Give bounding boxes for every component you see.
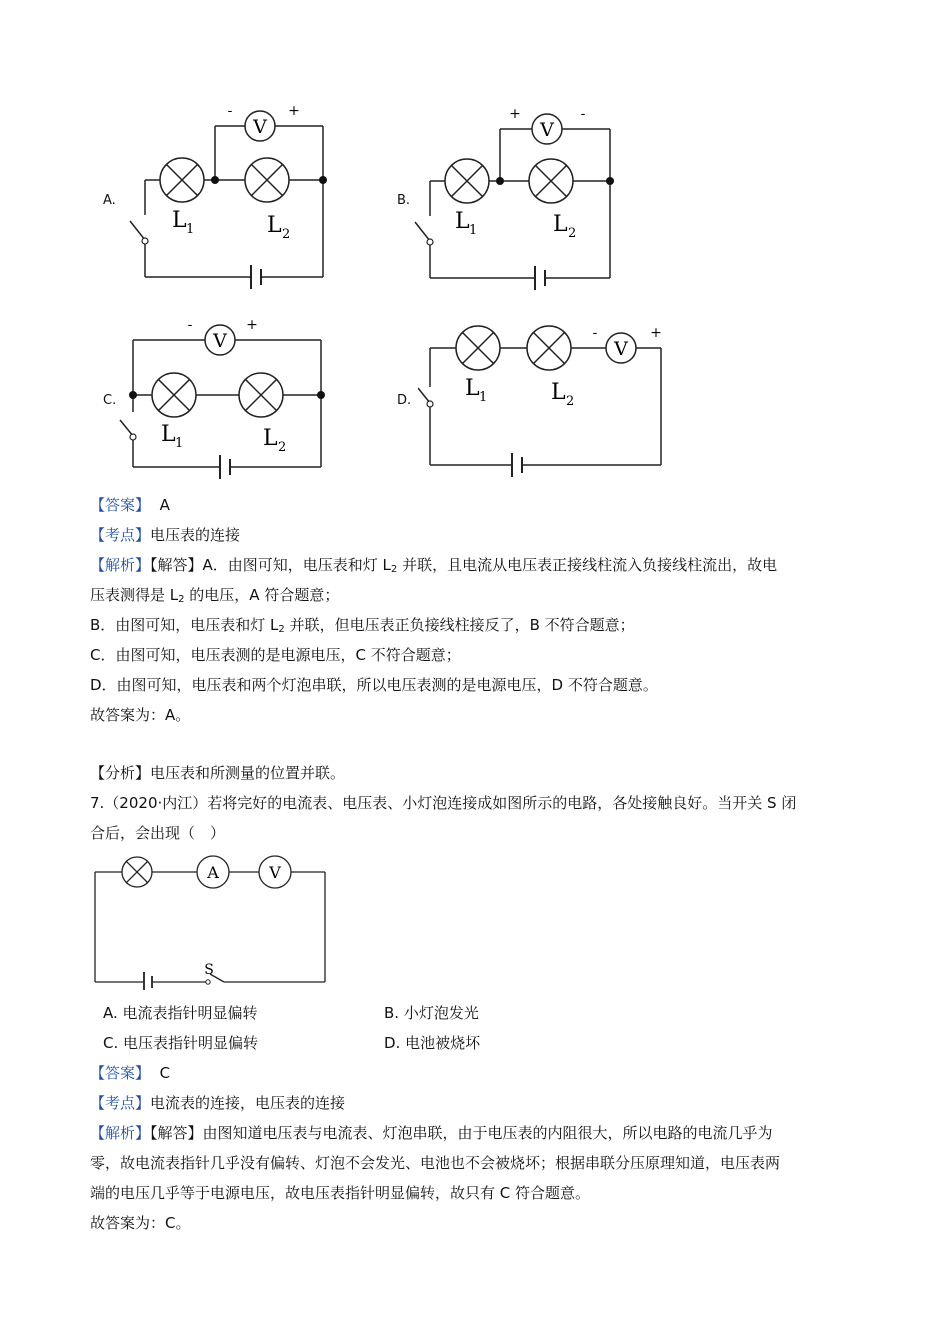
point-tag: 【考点】 xyxy=(90,1094,151,1112)
answer-tag: 【答案】 xyxy=(90,1064,151,1082)
fenxi-tag: 【分析】 xyxy=(90,764,151,782)
choice-d[interactable]: D. 电池被烧坏 xyxy=(384,1034,481,1052)
q6-analysis-line5: D．由图可知，电压表和两个灯泡串联，所以电压表测的是电源电压，D 不符合题意。 xyxy=(90,676,658,694)
answer-value: A xyxy=(159,496,170,514)
lamp2-subscript: 2 xyxy=(282,227,291,242)
negative-terminal: - xyxy=(592,325,598,341)
voltmeter-symbol: V xyxy=(213,330,227,352)
lamp1-label: L xyxy=(172,208,187,233)
point-text: 电流表的连接，电压表的连接 xyxy=(150,1094,346,1112)
lamp1-label: L xyxy=(455,209,470,234)
choice-a[interactable]: A. 电流表指针明显偏转 xyxy=(103,1004,258,1022)
q7-conclusion: 故答案为：C。 xyxy=(90,1214,191,1232)
voltmeter-symbol: V xyxy=(253,116,267,138)
q6-analysis-line3: B．由图可知，电压表和灯 $L_2$ 并联，但电压表正负接线柱接反了，B 不符合题意； xyxy=(90,616,635,635)
circuit-d-diagram xyxy=(418,315,678,480)
q7-stem-line1: 7.（2020·内江）若将完好的电流表、电压表、小灯泡连接成如图所示的电路，各处接触良好。当开关 S 闭 xyxy=(90,794,797,812)
q6-fenxi-row xyxy=(90,760,345,786)
q6-analysis-line1: 【解析】【解答】A．由图可知，电压表和灯 $L_2$ 并联，且电流从电压表正接线柱流入负接线柱流出，故电 xyxy=(90,556,778,575)
circuit-c-diagram xyxy=(115,310,335,490)
answer-tag: 【答案】 xyxy=(90,496,151,514)
voltmeter-symbol: V xyxy=(614,338,628,360)
q6-analysis-line4: C．由图可知，电压表测的是电源电压，C 不符合题意； xyxy=(90,646,461,664)
circuit-a-diagram xyxy=(120,95,340,300)
lamp1-label: L xyxy=(161,422,176,447)
q7-circuit-diagram xyxy=(92,850,332,990)
circuit-b-label: B. xyxy=(397,193,411,208)
lamp1-subscript: 1 xyxy=(186,222,195,237)
lamp2-label: L xyxy=(553,212,568,237)
q6-analysis-line2: 压表测得是 $L_2$ 的电压，A 符合题意； xyxy=(90,586,340,605)
choice-b[interactable]: B. 小灯泡发光 xyxy=(384,1004,479,1022)
q7-analysis-line3: 端的电压几乎等于电源电压，故电压表指针明显偏转，故只有 C 符合题意。 xyxy=(90,1184,591,1202)
q7-point-row xyxy=(90,1090,345,1116)
voltmeter-symbol: V xyxy=(540,119,554,141)
negative-terminal: - xyxy=(227,103,233,119)
voltmeter-symbol: V xyxy=(269,863,281,882)
lamp2-subscript: 2 xyxy=(568,226,577,241)
ammeter-symbol: A xyxy=(207,863,219,882)
circuit-a-label: A. xyxy=(103,193,116,208)
q6-conclusion: 故答案为：A。 xyxy=(90,706,191,724)
positive-terminal: + xyxy=(509,106,521,122)
switch-label: S xyxy=(204,962,214,978)
lamp1-subscript: 1 xyxy=(175,436,184,451)
q7-stem-line2: 合后，会出现（ ） xyxy=(90,824,226,842)
fenxi-text: 电压表和所测量的位置并联。 xyxy=(150,764,346,782)
negative-terminal: - xyxy=(580,106,586,122)
lamp2-label: L xyxy=(551,380,566,405)
q7-analysis-line1: 【解析】【解答】由图知道电压表与电流表、灯泡串联，由于电压表的内阻很大，所以电路的电流几乎为 xyxy=(90,1124,773,1142)
q7-analysis-line2: 零，故电流表指针几乎没有偏转、灯泡不会发光、电池也不会被烧坏；根据串联分压原理知道，电压表两 xyxy=(90,1154,781,1172)
answer-value: C xyxy=(159,1064,171,1082)
lamp2-label: L xyxy=(263,426,278,451)
lamp2-subscript: 2 xyxy=(566,394,575,409)
positive-terminal: + xyxy=(650,325,662,341)
q7-answer-row xyxy=(90,1060,170,1086)
lamp2-subscript: 2 xyxy=(278,440,287,455)
point-tag: 【考点】 xyxy=(90,526,151,544)
q6-point-row xyxy=(90,522,240,548)
positive-terminal: + xyxy=(288,103,300,119)
analysis-tag: 【解析】 xyxy=(90,1124,151,1142)
point-text: 电压表的连接 xyxy=(150,526,241,544)
circuit-c-label: C. xyxy=(103,393,117,408)
circuit-d-label: D. xyxy=(397,393,412,408)
lamp2-label: L xyxy=(267,213,282,238)
lamp1-subscript: 1 xyxy=(479,390,488,405)
negative-terminal: - xyxy=(187,317,193,333)
positive-terminal: + xyxy=(246,317,258,333)
circuit-b-diagram xyxy=(405,98,625,303)
analysis-tag: 【解析】 xyxy=(90,556,151,574)
choice-c[interactable]: C. 电压表指针明显偏转 xyxy=(103,1034,259,1052)
lamp1-label: L xyxy=(465,376,480,401)
q6-answer-row xyxy=(90,492,170,518)
lamp1-subscript: 1 xyxy=(469,223,478,238)
